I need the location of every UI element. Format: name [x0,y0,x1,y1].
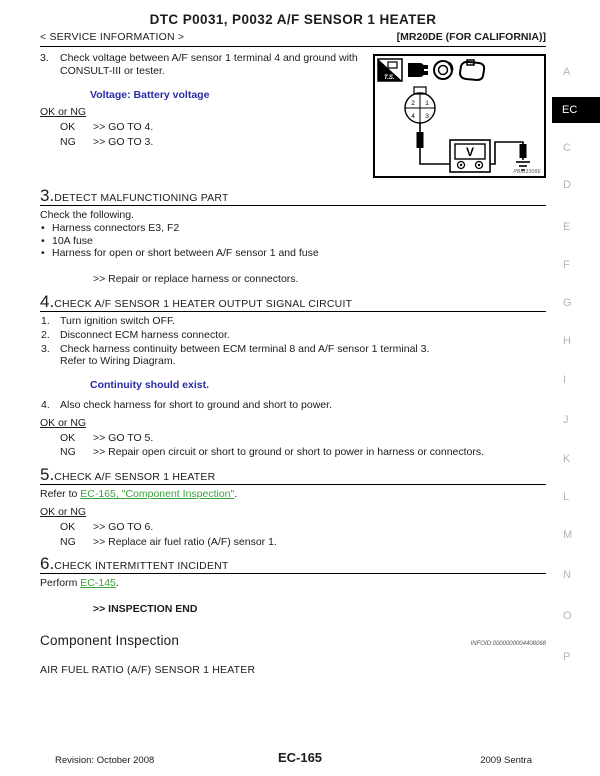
rail-letter-j: J [563,414,569,426]
rail-letter-c: C [563,142,571,154]
bullet-item [40,235,546,248]
bullet-item [40,247,546,260]
step-and-figure-region [40,52,546,180]
refer-line [40,488,546,501]
svg-text:3: 3 [425,113,429,120]
voltage-spec: Voltage: Battery voltage [90,88,210,101]
section-detect-malfunctioning-part [40,187,546,286]
disconnect-ts-icon [378,59,402,81]
section-check-heater-output-signal-circuit [40,293,546,459]
numbered-step [40,315,546,328]
numbered-step [40,343,546,369]
intro-step-block [40,52,368,149]
figure-code: PBIB3308E [513,169,541,175]
result-label: OK [60,431,76,444]
rail-tab-label: EC [562,104,578,116]
result-row [60,521,546,534]
bullet-item [40,222,546,235]
perform-suffix: . [115,577,119,590]
perform-line [40,577,546,590]
svg-text:T.S.: T.S. [384,75,395,81]
result-action: >> GO TO 6. [93,520,154,533]
continuity-spec: Continuity should exist. [90,379,210,392]
rail-letter-o: O [563,610,572,622]
ok-or-ng-label: OK or NG [40,505,87,518]
result-label: NG [60,446,76,459]
infoid-code: INFOID:0000000004408068 [470,640,546,647]
step-number: 2. [41,328,50,341]
section-number: 5. [40,465,55,485]
section-title: DETECT MALFUNCTIONING PART [54,192,229,204]
numbered-step [40,399,546,412]
model-label: 2009 Sentra [480,755,532,766]
section-title: CHECK INTERMITTENT INCIDENT [54,560,229,573]
female-connector-icon [434,61,452,79]
result-action: >> Repair open circuit or short to ground or short to power in harness or connectors. [93,446,485,459]
rail-letter-h: H [563,335,571,347]
result-action: >> GO TO 5. [93,431,154,444]
step-text: Disconnect ECM harness connector. [60,328,230,341]
svg-text:4: 4 [411,113,415,120]
result-row [60,536,546,549]
svg-text:V: V [465,145,475,159]
rail-letter-k: K [563,453,571,465]
section-number: 3. [40,186,55,205]
ec-145-link[interactable]: EC-145 [80,577,116,590]
rail-letter-d: D [563,179,571,191]
rail-letter-a: A [563,66,571,78]
result-action: >> Replace air fuel ratio (A/F) sensor 1. [93,535,277,548]
section-heading [40,293,546,312]
result-label: NG [60,535,76,548]
sensor-connector-icon [460,60,484,80]
intro-step-number: 3. [40,52,49,64]
service-info-row [40,31,546,47]
ok-or-ng-label: OK or NG [40,106,87,119]
result-label: OK [60,121,76,134]
bullet-glyph: • [41,221,45,234]
result-row [60,136,368,149]
procedure-sections [40,187,546,616]
service-info-label: < SERVICE INFORMATION > [40,31,185,43]
section-action: >> Repair or replace harness or connectors. [93,273,299,286]
refer-prefix: Refer to [40,488,81,501]
inspection-end-label: >> INSPECTION END [93,603,198,616]
step-text: Also check harness for short to ground and short to power. [60,398,332,411]
step-text [60,343,429,369]
result-action: >> GO TO 4. [93,121,154,134]
svg-text:2: 2 [411,100,415,107]
section-heading [40,187,546,206]
wiring-check-figure [373,54,546,178]
component-inspection-title: Component Inspection [40,632,180,648]
page-code: EC-165 [277,750,323,765]
rail-letter-e: E [563,221,571,233]
circuit-diagram [375,56,544,176]
page-title: DTC P0031, P0032 A/F SENSOR 1 HEATER [149,12,437,27]
section-body [40,577,546,616]
rail-letter-g: G [563,297,572,309]
ok-or-ng-label: OK or NG [40,416,87,429]
bullet-glyph: • [41,247,45,260]
result-label: NG [60,135,76,148]
step-number: 3. [41,342,50,355]
section-check-intermittent-incident [40,555,546,616]
step-number: 1. [41,314,50,327]
sensor-pin-view [405,87,435,123]
male-connector-icon [408,63,428,77]
bullet-text: 10A fuse [52,234,93,247]
intro-step-item [40,52,368,78]
numbered-step [40,329,546,342]
bullet-glyph: • [41,234,45,247]
component-inspection-link[interactable]: EC-165, "Component Inspection" [80,488,235,501]
section-number: 4. [40,291,55,311]
result-row [60,432,546,445]
section-title: CHECK A/F SENSOR 1 HEATER [54,471,216,484]
rail-letter-n: N [563,569,571,581]
section-number: 6. [40,554,55,574]
rail-letter-f: F [563,259,570,271]
bullet-text: Harness connectors E3, F2 [52,221,180,234]
section-check-af-sensor-1-heater [40,466,546,548]
step-number: 4. [41,398,50,411]
result-row [60,446,546,459]
result-action: >> GO TO 3. [93,135,154,148]
section-title: CHECK A/F SENSOR 1 HEATER OUTPUT SIGNAL CIRCUIT [54,297,353,310]
voltmeter-icon [450,140,490,172]
rail-tab-ec [552,97,600,123]
result-row [60,121,368,134]
section-body [40,209,546,286]
section-heading [40,466,546,485]
component-inspection-subtitle: AIR FUEL RATIO (A/F) SENSOR 1 HEATER [40,663,256,676]
step-text-line1: Check harness continuity between ECM terminal 8 and A/F sensor 1 terminal 3. [60,342,430,355]
rail-letter-p: P [563,651,571,663]
section-heading [40,555,546,574]
result-label: OK [60,520,76,533]
section-body [40,488,546,548]
refer-suffix: . [234,488,238,501]
rail-letter-i: I [563,374,567,386]
component-inspection-heading-row [40,633,546,648]
bullet-text: Harness for open or short between A/F sensor 1 and fuse [52,247,319,260]
engine-variant-tag: [MR20DE (FOR CALIFORNIA)] [396,31,546,43]
rail-letter-m: M [563,529,573,541]
step-text-line2: Refer to Wiring Diagram. [60,355,176,368]
rail-letter-l: L [563,491,570,503]
intro-step-text: Check voltage between A/F sensor 1 terminal 4 and ground with CONSULT-III or tester. [60,52,358,77]
step-text: Turn ignition switch OFF. [60,314,176,327]
section-intro: Check the following. [40,209,134,221]
page-content [40,12,546,676]
perform-prefix: Perform [40,577,81,590]
svg-text:1: 1 [425,100,429,107]
revision-label: Revision: October 2008 [55,755,155,766]
section-body [40,315,546,459]
page-footer [40,750,560,770]
